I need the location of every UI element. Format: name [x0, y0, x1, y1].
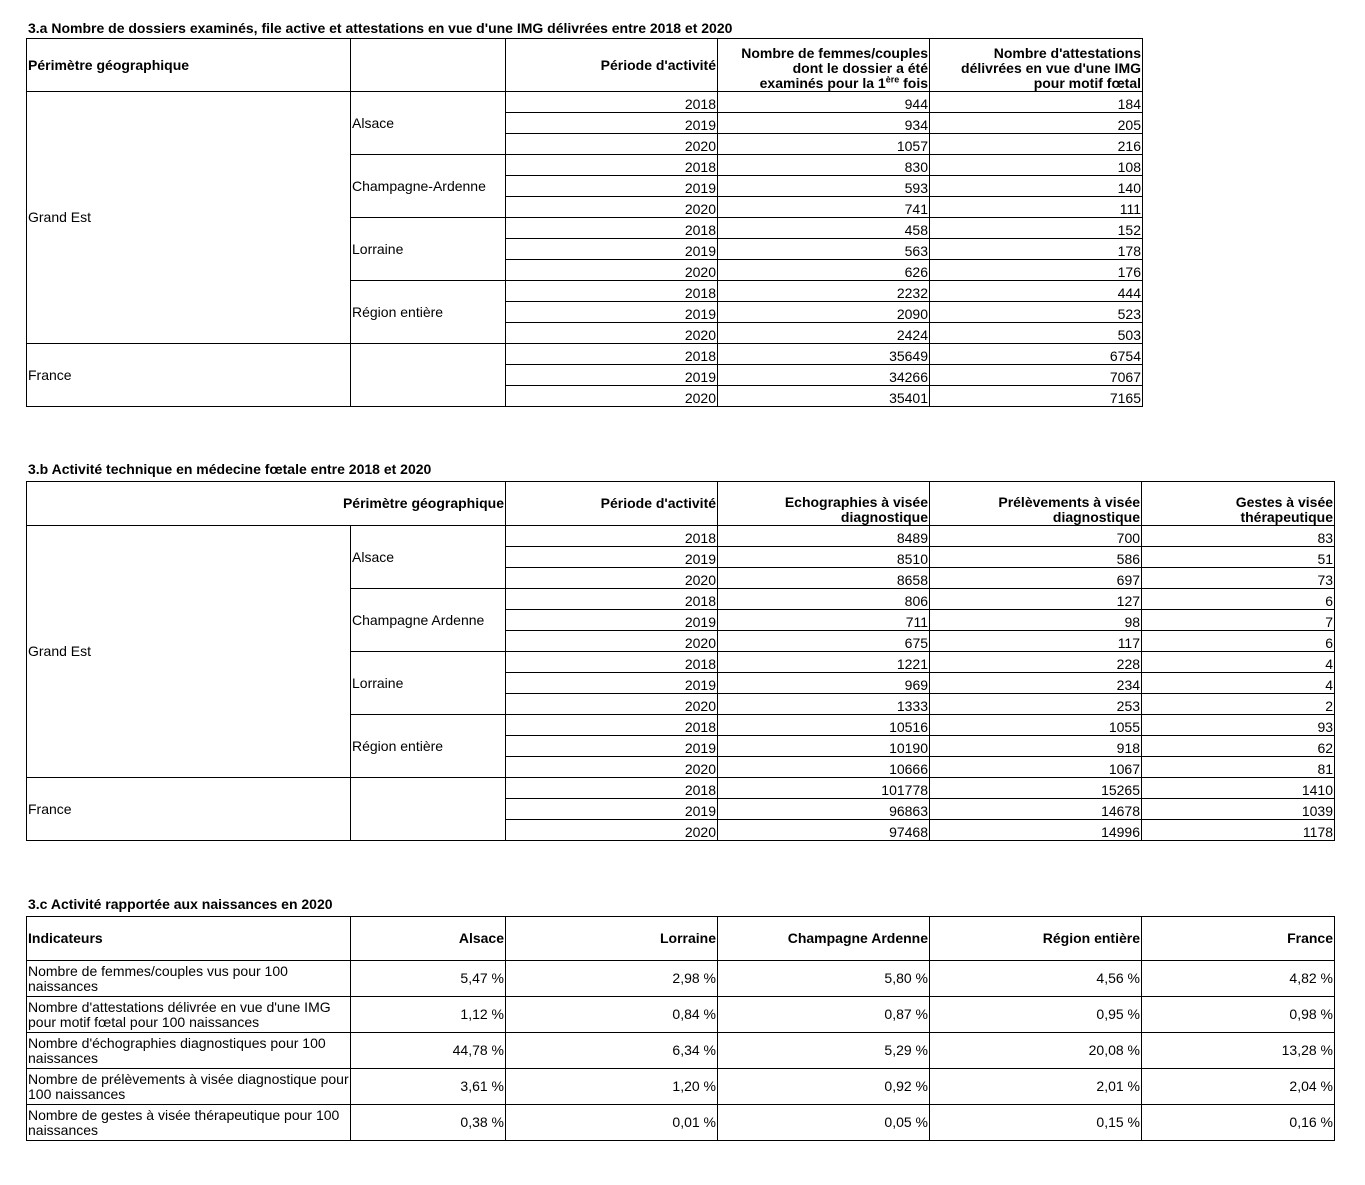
value-cell: 1055 [930, 715, 1142, 736]
value-cell: 4,56 % [930, 961, 1142, 997]
year-cell: 2018 [506, 589, 718, 610]
value-cell: 3,61 % [351, 1069, 506, 1105]
value-cell: 626 [718, 260, 930, 281]
value-cell: 2424 [718, 323, 930, 344]
value-cell: 6754 [930, 344, 1143, 365]
header-echographies: Echographies à visée diagnostique [718, 482, 930, 526]
value-cell: 35649 [718, 344, 930, 365]
year-cell: 2018 [506, 778, 718, 799]
header-femmes-line3b: fois [899, 75, 928, 91]
table-c [26, 916, 1335, 1141]
table-row [27, 1105, 1335, 1141]
value-cell: 44,78 % [351, 1033, 506, 1069]
value-cell: 10190 [718, 736, 930, 757]
value-cell: 10666 [718, 757, 930, 778]
table-row [27, 92, 1143, 113]
value-cell: 1178 [1142, 820, 1335, 841]
header-column: Alsace [351, 917, 506, 961]
value-cell: 51 [1142, 547, 1335, 568]
value-cell: 741 [718, 197, 930, 218]
year-cell: 2019 [506, 673, 718, 694]
value-cell: 35401 [718, 386, 930, 407]
value-cell: 14996 [930, 820, 1142, 841]
year-cell: 2020 [506, 260, 718, 281]
region-cell: Grand Est [27, 92, 351, 344]
value-cell: 806 [718, 589, 930, 610]
value-cell: 6,34 % [506, 1033, 718, 1069]
subregion-cell [351, 344, 506, 407]
value-cell: 10516 [718, 715, 930, 736]
value-cell: 0,05 % [718, 1105, 930, 1141]
header-periode: Période d'activité [506, 39, 718, 92]
value-cell: 4 [1142, 652, 1335, 673]
value-cell: 944 [718, 92, 930, 113]
value-cell: 234 [930, 673, 1142, 694]
value-cell: 700 [930, 526, 1142, 547]
value-cell: 62 [1142, 736, 1335, 757]
header-femmes-line1: Nombre de femmes/couples [741, 45, 928, 61]
header-femmes-line2: dont le dossier a été [792, 60, 928, 76]
header-column: Lorraine [506, 917, 718, 961]
value-cell: 83 [1142, 526, 1335, 547]
value-cell: 586 [930, 547, 1142, 568]
value-cell: 8489 [718, 526, 930, 547]
value-cell: 20,08 % [930, 1033, 1142, 1069]
value-cell: 7 [1142, 610, 1335, 631]
value-cell: 918 [930, 736, 1142, 757]
subregion-cell: Région entière [351, 281, 506, 344]
value-cell: 34266 [718, 365, 930, 386]
region-cell: Grand Est [27, 526, 351, 778]
value-cell: 13,28 % [1142, 1033, 1335, 1069]
indicator-label: Nombre d'échographies diagnostiques pour 100 naissances [27, 1033, 351, 1069]
value-cell: 205 [930, 113, 1143, 134]
value-cell: 697 [930, 568, 1142, 589]
value-cell: 93 [1142, 715, 1335, 736]
value-cell: 2,04 % [1142, 1069, 1335, 1105]
header-column: France [1142, 917, 1335, 961]
header-femmes-sup: ère [885, 74, 900, 85]
value-cell: 0,95 % [930, 997, 1142, 1033]
value-cell: 934 [718, 113, 930, 134]
header-perimetre: Périmètre géographique [27, 39, 351, 92]
year-cell: 2019 [506, 547, 718, 568]
value-cell: 0,84 % [506, 997, 718, 1033]
year-cell: 2018 [506, 344, 718, 365]
header-column: Région entière [930, 917, 1142, 961]
value-cell: 7165 [930, 386, 1143, 407]
year-cell: 2018 [506, 281, 718, 302]
value-cell: 140 [930, 176, 1143, 197]
header-periode: Période d'activité [506, 482, 718, 526]
year-cell: 2019 [506, 176, 718, 197]
value-cell: 97468 [718, 820, 930, 841]
value-cell: 7067 [930, 365, 1143, 386]
value-cell: 152 [930, 218, 1143, 239]
subregion-cell: Région entière [351, 715, 506, 778]
header-indicateurs: Indicateurs [27, 917, 351, 961]
value-cell: 2,98 % [506, 961, 718, 997]
value-cell: 184 [930, 92, 1143, 113]
subregion-cell: Lorraine [351, 652, 506, 715]
value-cell: 81 [1142, 757, 1335, 778]
value-cell: 0,01 % [506, 1105, 718, 1141]
value-cell: 96863 [718, 799, 930, 820]
value-cell: 503 [930, 323, 1143, 344]
subregion-cell: Champagne Ardenne [351, 589, 506, 652]
value-cell: 127 [930, 589, 1142, 610]
subregion-cell [351, 778, 506, 841]
value-cell: 1410 [1142, 778, 1335, 799]
header-gestes: Gestes à visée thérapeutique [1142, 482, 1335, 526]
value-cell: 5,80 % [718, 961, 930, 997]
value-cell: 73 [1142, 568, 1335, 589]
subregion-cell: Alsace [351, 92, 506, 155]
value-cell: 675 [718, 631, 930, 652]
value-cell: 176 [930, 260, 1143, 281]
value-cell: 1067 [930, 757, 1142, 778]
value-cell: 969 [718, 673, 930, 694]
value-cell: 5,29 % [718, 1033, 930, 1069]
indicator-label: Nombre de prélèvements à visée diagnostique pour 100 naissances [27, 1069, 351, 1105]
year-cell: 2020 [506, 631, 718, 652]
year-cell: 2018 [506, 92, 718, 113]
table-row [27, 526, 1335, 547]
value-cell: 253 [930, 694, 1142, 715]
value-cell: 2,01 % [930, 1069, 1142, 1105]
year-cell: 2018 [506, 715, 718, 736]
indicator-label: Nombre de gestes à visée thérapeutique pour 100 naissances [27, 1105, 351, 1141]
value-cell: 1221 [718, 652, 930, 673]
value-cell: 98 [930, 610, 1142, 631]
header-femmes [718, 39, 930, 92]
table-b [26, 481, 1335, 841]
value-cell: 1057 [718, 134, 930, 155]
value-cell: 1039 [1142, 799, 1335, 820]
value-cell: 0,15 % [930, 1105, 1142, 1141]
value-cell: 8510 [718, 547, 930, 568]
value-cell: 830 [718, 155, 930, 176]
year-cell: 2020 [506, 386, 718, 407]
year-cell: 2019 [506, 302, 718, 323]
value-cell: 2 [1142, 694, 1335, 715]
table-row [27, 778, 1335, 799]
value-cell: 0,87 % [718, 997, 930, 1033]
year-cell: 2019 [506, 736, 718, 757]
value-cell: 2090 [718, 302, 930, 323]
value-cell: 111 [930, 197, 1143, 218]
value-cell: 8658 [718, 568, 930, 589]
indicator-label: Nombre de femmes/couples vus pour 100 naissances [27, 961, 351, 997]
value-cell: 458 [718, 218, 930, 239]
subregion-cell: Alsace [351, 526, 506, 589]
subregion-cell: Champagne-Ardenne [351, 155, 506, 218]
table-a-title: 3.a Nombre de dossiers examinés, file active et attestations en vue d'une IMG délivrées entre 2018 et 2020 [28, 20, 733, 36]
table-row [27, 997, 1335, 1033]
indicator-label: Nombre d'attestations délivrée en vue d'une IMG pour motif fœtal pour 100 naissances [27, 997, 351, 1033]
value-cell: 14678 [930, 799, 1142, 820]
region-cell: France [27, 778, 351, 841]
year-cell: 2020 [506, 134, 718, 155]
value-cell: 0,98 % [1142, 997, 1335, 1033]
year-cell: 2020 [506, 757, 718, 778]
year-cell: 2020 [506, 568, 718, 589]
value-cell: 117 [930, 631, 1142, 652]
value-cell: 2232 [718, 281, 930, 302]
value-cell: 1,20 % [506, 1069, 718, 1105]
value-cell: 228 [930, 652, 1142, 673]
value-cell: 178 [930, 239, 1143, 260]
region-cell: France [27, 344, 351, 407]
header-prelevements: Prélèvements à visée diagnostique [930, 482, 1142, 526]
value-cell: 0,38 % [351, 1105, 506, 1141]
year-cell: 2020 [506, 820, 718, 841]
header-perimetre: Périmètre géographique [27, 482, 506, 526]
year-cell: 2019 [506, 113, 718, 134]
value-cell: 4,82 % [1142, 961, 1335, 997]
table-b-title: 3.b Activité technique en médecine fœtale entre 2018 et 2020 [28, 461, 432, 477]
value-cell: 523 [930, 302, 1143, 323]
year-cell: 2019 [506, 239, 718, 260]
value-cell: 101778 [718, 778, 930, 799]
year-cell: 2018 [506, 526, 718, 547]
year-cell: 2020 [506, 323, 718, 344]
value-cell: 216 [930, 134, 1143, 155]
year-cell: 2020 [506, 694, 718, 715]
year-cell: 2018 [506, 155, 718, 176]
header-column: Champagne Ardenne [718, 917, 930, 961]
year-cell: 2019 [506, 610, 718, 631]
table-row [27, 961, 1335, 997]
value-cell: 563 [718, 239, 930, 260]
value-cell: 0,16 % [1142, 1105, 1335, 1141]
value-cell: 0,92 % [718, 1069, 930, 1105]
value-cell: 1,12 % [351, 997, 506, 1033]
value-cell: 6 [1142, 589, 1335, 610]
value-cell: 6 [1142, 631, 1335, 652]
value-cell: 711 [718, 610, 930, 631]
value-cell: 444 [930, 281, 1143, 302]
header-attestations: Nombre d'attestations délivrées en vue d'une IMG pour motif fœtal [930, 39, 1143, 92]
table-row [27, 344, 1143, 365]
header-femmes-line3a: examinés pour la 1 [759, 75, 886, 91]
table-row [27, 1069, 1335, 1105]
year-cell: 2019 [506, 799, 718, 820]
table-c-title: 3.c Activité rapportée aux naissances en 2020 [28, 896, 333, 912]
subregion-cell: Lorraine [351, 218, 506, 281]
year-cell: 2020 [506, 197, 718, 218]
value-cell: 1333 [718, 694, 930, 715]
value-cell: 5,47 % [351, 961, 506, 997]
year-cell: 2018 [506, 652, 718, 673]
year-cell: 2018 [506, 218, 718, 239]
table-row [27, 1033, 1335, 1069]
value-cell: 4 [1142, 673, 1335, 694]
year-cell: 2019 [506, 365, 718, 386]
value-cell: 108 [930, 155, 1143, 176]
header-empty [351, 39, 506, 92]
value-cell: 593 [718, 176, 930, 197]
value-cell: 15265 [930, 778, 1142, 799]
table-a [26, 38, 1143, 407]
